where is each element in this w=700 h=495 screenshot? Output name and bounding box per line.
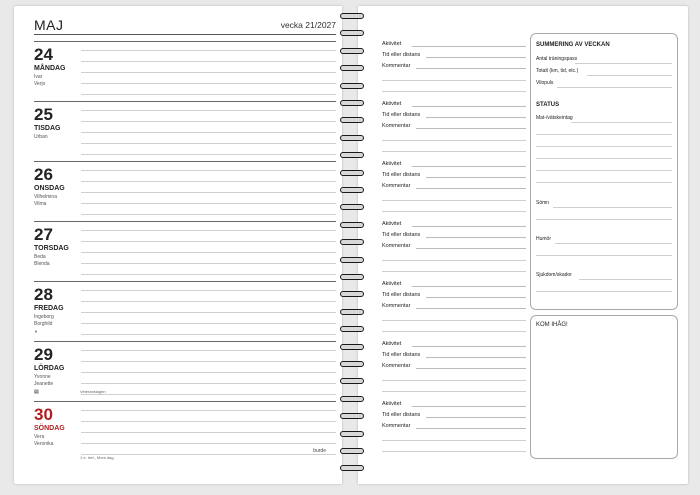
writing-line[interactable] <box>81 394 336 395</box>
activity-block <box>382 34 526 94</box>
day-row <box>34 41 336 101</box>
day-row <box>34 401 336 461</box>
spiral-coil <box>340 117 364 123</box>
writing-line[interactable] <box>81 170 336 171</box>
writing-line[interactable] <box>81 252 336 253</box>
writing-line[interactable] <box>382 260 526 261</box>
activity-label: Tid eller distans <box>382 112 421 118</box>
writing-line[interactable] <box>81 410 336 411</box>
writing-line[interactable] <box>382 331 526 332</box>
field-line[interactable] <box>426 237 526 238</box>
activity-label: Tid eller distans <box>382 412 421 418</box>
spiral-coil <box>340 465 364 471</box>
writing-line[interactable] <box>81 334 336 335</box>
activity-row[interactable] <box>382 288 526 299</box>
status-field: Mat-/vätskeintag <box>536 115 573 121</box>
header-rule <box>34 34 336 35</box>
writing-line[interactable] <box>382 200 526 201</box>
writing-line[interactable] <box>81 454 336 455</box>
field-line[interactable] <box>553 207 672 208</box>
writing-line[interactable] <box>81 443 336 444</box>
writing-line[interactable] <box>81 132 336 133</box>
activity-row[interactable] <box>382 277 526 288</box>
writing-line[interactable] <box>81 72 336 73</box>
writing-line[interactable] <box>81 192 336 193</box>
brand-logo: burde <box>313 448 326 454</box>
activity-label: Kommentar <box>382 63 411 69</box>
spiral-coil <box>340 309 364 315</box>
name-day: Ivar <box>34 74 43 80</box>
day-name: TORSDAG <box>34 245 69 252</box>
spiral-coil <box>340 187 364 193</box>
activity-row[interactable] <box>382 359 526 370</box>
activity-label: Kommentar <box>382 243 411 249</box>
writing-line[interactable] <box>81 143 336 144</box>
name-day: Jeanette <box>34 381 54 387</box>
spiral-coil <box>340 378 364 384</box>
field-line[interactable] <box>416 308 526 309</box>
month-title: MAJ <box>34 17 64 33</box>
writing-line[interactable] <box>81 312 336 313</box>
field-line[interactable] <box>426 117 526 118</box>
summary-title: SUMMERING AV VECKAN <box>536 42 610 48</box>
activity-row[interactable] <box>382 119 526 130</box>
writing-line[interactable] <box>81 50 336 51</box>
day-name: LÖRDAG <box>34 365 65 372</box>
activity-block <box>382 274 526 334</box>
day-number: 29 <box>34 345 53 364</box>
field-line[interactable] <box>412 106 526 107</box>
writing-line[interactable] <box>81 274 336 275</box>
writing-line[interactable] <box>81 230 336 231</box>
writing-line[interactable] <box>382 380 526 381</box>
field-line[interactable] <box>579 279 672 280</box>
day-separator <box>34 101 336 102</box>
activity-row[interactable] <box>382 168 526 179</box>
activity-block <box>382 334 526 394</box>
activity-row[interactable] <box>382 397 526 408</box>
field-line[interactable] <box>412 226 526 227</box>
spiral-coil <box>340 257 364 263</box>
writing-line[interactable] <box>81 432 336 433</box>
writing-line[interactable] <box>81 372 336 373</box>
activity-label: Aktivitet <box>382 41 402 47</box>
summary-field: Antal träningspass <box>536 56 578 62</box>
day-number: 27 <box>34 225 53 244</box>
spiral-coil <box>340 448 364 454</box>
field-line[interactable] <box>557 87 672 88</box>
field-line[interactable] <box>426 357 526 358</box>
activity-label: Aktivitet <box>382 101 402 107</box>
writing-line[interactable] <box>382 320 526 321</box>
remember-title: KOM IHÅG! <box>536 322 568 328</box>
writing-line[interactable] <box>382 91 526 92</box>
summary-field: Vilopuls <box>536 80 554 86</box>
field-line[interactable] <box>426 417 526 418</box>
field-line[interactable] <box>555 243 672 244</box>
activity-row[interactable] <box>382 217 526 228</box>
activity-row[interactable] <box>382 97 526 108</box>
field-line[interactable] <box>416 128 526 129</box>
activity-row[interactable] <box>382 299 526 310</box>
writing-line[interactable] <box>81 290 336 291</box>
day-name: TISDAG <box>34 125 61 132</box>
activity-label: Aktivitet <box>382 221 402 227</box>
day-number: 26 <box>34 165 53 184</box>
day-separator <box>34 401 336 402</box>
activity-row[interactable] <box>382 348 526 359</box>
name-day: Ingeborg <box>34 314 54 320</box>
activity-row[interactable] <box>382 239 526 250</box>
spiral-coil <box>340 135 364 141</box>
activity-block <box>382 214 526 274</box>
field-line[interactable] <box>536 182 672 183</box>
spiral-coil <box>340 344 364 350</box>
activity-label: Tid eller distans <box>382 172 421 178</box>
field-line[interactable] <box>536 158 672 159</box>
day-name: FREDAG <box>34 305 64 312</box>
field-line[interactable] <box>412 346 526 347</box>
day-separator <box>34 41 336 42</box>
spiral-coil <box>340 361 364 367</box>
activity-block <box>382 94 526 154</box>
spiral-coil <box>340 152 364 158</box>
right-page <box>358 6 688 484</box>
activity-label: Kommentar <box>382 303 411 309</box>
spiral-coil <box>340 326 364 332</box>
field-line[interactable] <box>426 57 526 58</box>
day-separator <box>34 341 336 342</box>
writing-line[interactable] <box>81 263 336 264</box>
field-line[interactable] <box>416 68 526 69</box>
name-day: Borghild <box>34 321 53 327</box>
field-line[interactable] <box>571 122 672 123</box>
field-line[interactable] <box>416 428 526 429</box>
spiral-coil <box>340 239 364 245</box>
activity-label: Tid eller distans <box>382 52 421 58</box>
spiral-coil <box>340 170 364 176</box>
spiral-coil <box>340 13 364 19</box>
activity-label: Kommentar <box>382 183 411 189</box>
day-symbol: ▤ <box>34 389 39 395</box>
status-field: Humör <box>536 236 552 242</box>
writing-line[interactable] <box>382 451 526 452</box>
spiral-coil <box>340 274 364 280</box>
writing-line[interactable] <box>81 301 336 302</box>
day-number: 30 <box>34 405 53 424</box>
name-day: Vilma <box>34 201 47 207</box>
name-day: Verjo <box>34 81 46 87</box>
day-name: ONSDAG <box>34 185 65 192</box>
summary-field: Totalt (km, tid, etc.) <box>536 68 579 74</box>
spiral-coil <box>340 204 364 210</box>
name-day: Blenda <box>34 261 50 267</box>
writing-line[interactable] <box>382 271 526 272</box>
day-name: MÅNDAG <box>34 65 66 72</box>
writing-line[interactable] <box>382 140 526 141</box>
activity-label: Kommentar <box>382 123 411 129</box>
day-row <box>34 221 336 281</box>
writing-line[interactable] <box>382 151 526 152</box>
field-line[interactable] <box>536 219 672 220</box>
field-line[interactable] <box>426 177 526 178</box>
field-line[interactable] <box>416 188 526 189</box>
writing-line[interactable] <box>81 361 336 362</box>
activity-block <box>382 394 526 454</box>
day-symbol: ◑ <box>34 329 38 335</box>
activity-row[interactable] <box>382 108 526 119</box>
day-name: SÖNDAG <box>34 425 65 432</box>
name-day: Beda <box>34 254 46 260</box>
activity-label: Tid eller distans <box>382 352 421 358</box>
field-line[interactable] <box>536 134 672 135</box>
field-line[interactable] <box>587 75 672 76</box>
day-separator <box>34 281 336 282</box>
day-row <box>34 281 336 341</box>
field-line[interactable] <box>412 46 526 47</box>
writing-line[interactable] <box>81 61 336 62</box>
activity-row[interactable] <box>382 37 526 48</box>
writing-line[interactable] <box>382 391 526 392</box>
activity-row[interactable] <box>382 48 526 59</box>
day-number: 28 <box>34 285 53 304</box>
day-note: Veteranslagen <box>80 389 106 394</box>
activity-row[interactable] <box>382 59 526 70</box>
day-row <box>34 161 336 221</box>
left-page <box>14 6 342 484</box>
spiral-coil <box>340 100 364 106</box>
day-number: 25 <box>34 105 53 124</box>
name-day: Veronika <box>34 441 54 447</box>
day-row <box>34 341 336 401</box>
field-line[interactable] <box>575 63 672 64</box>
writing-line[interactable] <box>81 181 336 182</box>
activity-row[interactable] <box>382 419 526 430</box>
field-line[interactable] <box>536 291 672 292</box>
name-day: Urban <box>34 134 48 140</box>
field-line[interactable] <box>536 170 672 171</box>
activity-row[interactable] <box>382 408 526 419</box>
writing-line[interactable] <box>81 121 336 122</box>
writing-line[interactable] <box>382 440 526 441</box>
spiral-coil <box>340 30 364 36</box>
field-line[interactable] <box>412 406 526 407</box>
spiral-coil <box>340 222 364 228</box>
field-line[interactable] <box>412 286 526 287</box>
field-line[interactable] <box>412 166 526 167</box>
spiral-coil <box>340 291 364 297</box>
writing-line[interactable] <box>382 80 526 81</box>
writing-line[interactable] <box>81 241 336 242</box>
name-day: Yvonne <box>34 374 51 380</box>
writing-line[interactable] <box>81 203 336 204</box>
day-row <box>34 101 336 161</box>
activity-row[interactable] <box>382 228 526 239</box>
field-line[interactable] <box>426 297 526 298</box>
field-line[interactable] <box>416 368 526 369</box>
activity-label: Tid eller distans <box>382 292 421 298</box>
day-separator <box>34 221 336 222</box>
writing-line[interactable] <box>81 214 336 215</box>
activity-row[interactable] <box>382 157 526 168</box>
writing-line[interactable] <box>382 211 526 212</box>
activity-row[interactable] <box>382 179 526 190</box>
activity-row[interactable] <box>382 337 526 348</box>
activity-label: Aktivitet <box>382 161 402 167</box>
remember-box[interactable] <box>530 315 678 459</box>
weekly-summary-box <box>530 33 678 310</box>
status-field: Sjukdom/skador <box>536 272 572 278</box>
spiral-coil <box>340 83 364 89</box>
writing-line[interactable] <box>81 83 336 84</box>
week-label: vecka 21/2027 <box>280 20 336 30</box>
writing-line[interactable] <box>81 94 336 95</box>
field-line[interactable] <box>536 255 672 256</box>
field-line[interactable] <box>416 248 526 249</box>
activity-label: Tid eller distans <box>382 232 421 238</box>
spiral-coil <box>340 413 364 419</box>
spiral-coil <box>340 431 364 437</box>
status-title: STATUS <box>536 102 560 108</box>
activity-label: Kommentar <box>382 423 411 429</box>
day-number: 24 <box>34 45 53 64</box>
spiral-coil <box>340 65 364 71</box>
day-separator <box>34 161 336 162</box>
activity-label: Kommentar <box>382 363 411 369</box>
writing-line[interactable] <box>81 350 336 351</box>
writing-line[interactable] <box>81 383 336 384</box>
activity-label: Aktivitet <box>382 341 402 347</box>
field-line[interactable] <box>536 146 672 147</box>
spiral-coil <box>340 48 364 54</box>
status-field: Sömn <box>536 200 550 206</box>
spiral-coil <box>340 396 364 402</box>
activity-label: Aktivitet <box>382 401 402 407</box>
activity-label: Aktivitet <box>382 281 402 287</box>
name-day: Vera <box>34 434 45 440</box>
writing-line[interactable] <box>81 110 336 111</box>
writing-line[interactable] <box>81 154 336 155</box>
day-note: 1 e. tref., Mors dag <box>80 455 114 460</box>
writing-line[interactable] <box>81 323 336 324</box>
activity-block <box>382 154 526 214</box>
name-day: Vilhelmina <box>34 194 57 200</box>
writing-line[interactable] <box>81 421 336 422</box>
